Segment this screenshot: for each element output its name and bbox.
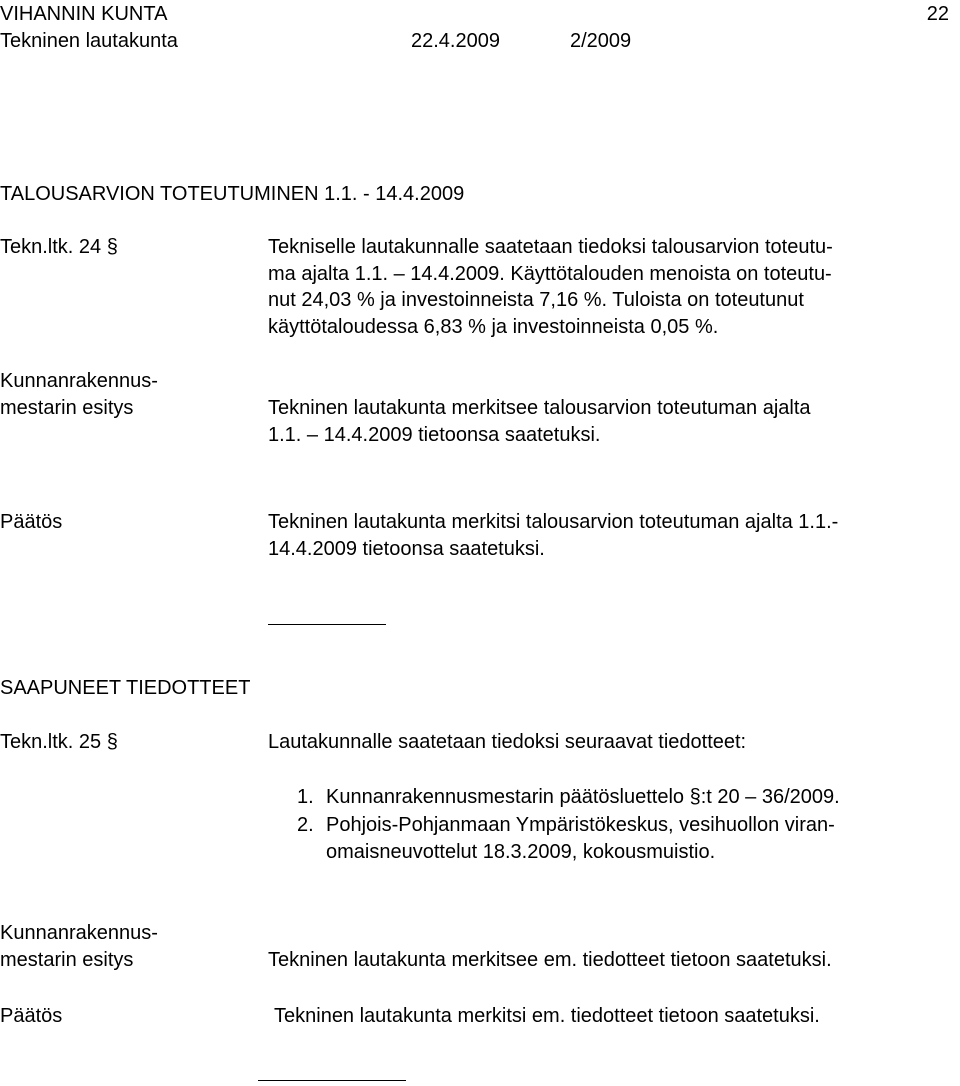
municipality-name: VIHANNIN KUNTA: [0, 3, 168, 25]
page-number: 22: [926, 3, 949, 25]
decision-line: Tekninen lautakunta merkitsi talousarvion toteutuman ajalta 1.1.-: [268, 511, 839, 533]
decision-text: [268, 509, 838, 562]
decision-text: Tekninen lautakunta merkitsi em. tiedotteet tietoon saatetuksi.: [274, 1005, 820, 1027]
decision-line: 14.4.2009 tietoonsa saatetuksi.: [268, 537, 545, 560]
label-line: Kunnanrakennus-: [0, 922, 158, 944]
proposal-label: [0, 368, 158, 421]
section-heading: SAAPUNEET TIEDOTTEET: [0, 677, 251, 699]
body-line: nut 24,03 % ja investoinneista 7,16 %. Tuloista on toteutunut: [268, 289, 804, 312]
section-ref: Tekn.ltk. 24 §: [0, 236, 118, 258]
proposal-line: 1.1. – 14.4.2009 tietoonsa saatetuksi.: [268, 423, 601, 446]
proposal-text: [268, 395, 811, 448]
committee-name: Tekninen lautakunta: [0, 30, 178, 52]
section-body: [268, 234, 833, 341]
body-line: ma ajalta 1.1. – 14.4.2009. Käyttötalouden menoista on toteutu-: [268, 262, 832, 285]
section-heading: TALOUSARVION TOTEUTUMINEN 1.1. - 14.4.2009: [0, 183, 465, 205]
list-item-number: 2.: [297, 814, 314, 836]
meeting-number: 2/2009: [570, 30, 632, 52]
list-item-number: 1.: [297, 786, 314, 808]
section-ref: Tekn.ltk. 25 §: [0, 731, 118, 753]
list-item-line: Pohjois-Pohjanmaan Ympäristökeskus, vesihuollon viran-: [326, 814, 835, 836]
proposal-line: Tekninen lautakunta merkitsee talousarvion toteutuman ajalta: [268, 397, 811, 419]
body-line: Tekniselle lautakunnalle saatetaan tiedoksi talousarvion toteutu-: [268, 236, 833, 258]
decision-label: Päätös: [0, 511, 63, 533]
list-item-line: omaisneuvottelut 18.3.2009, kokousmuistio.: [326, 840, 716, 863]
section-intro: Lautakunnalle saatetaan tiedoksi seuraavat tiedotteet:: [268, 731, 747, 753]
separator-line: [268, 624, 386, 625]
body-line: käyttötaloudessa 6,83 % ja investoinneista 0,05 %.: [268, 316, 719, 339]
list-item: [326, 812, 835, 865]
proposal-label: [0, 920, 158, 973]
meeting-date: 22.4.2009: [411, 30, 500, 52]
separator-line: [258, 1080, 406, 1081]
label-line: Kunnanrakennus-: [0, 370, 158, 392]
proposal-text: Tekninen lautakunta merkitsee em. tiedotteet tietoon saatetuksi.: [268, 949, 832, 971]
list-item: Kunnanrakennusmestarin päätösluettelo §:t 20 – 36/2009.: [326, 786, 840, 808]
decision-label: Päätös: [0, 1005, 63, 1027]
label-line: mestarin esitys: [0, 396, 134, 419]
label-line: mestarin esitys: [0, 948, 134, 971]
